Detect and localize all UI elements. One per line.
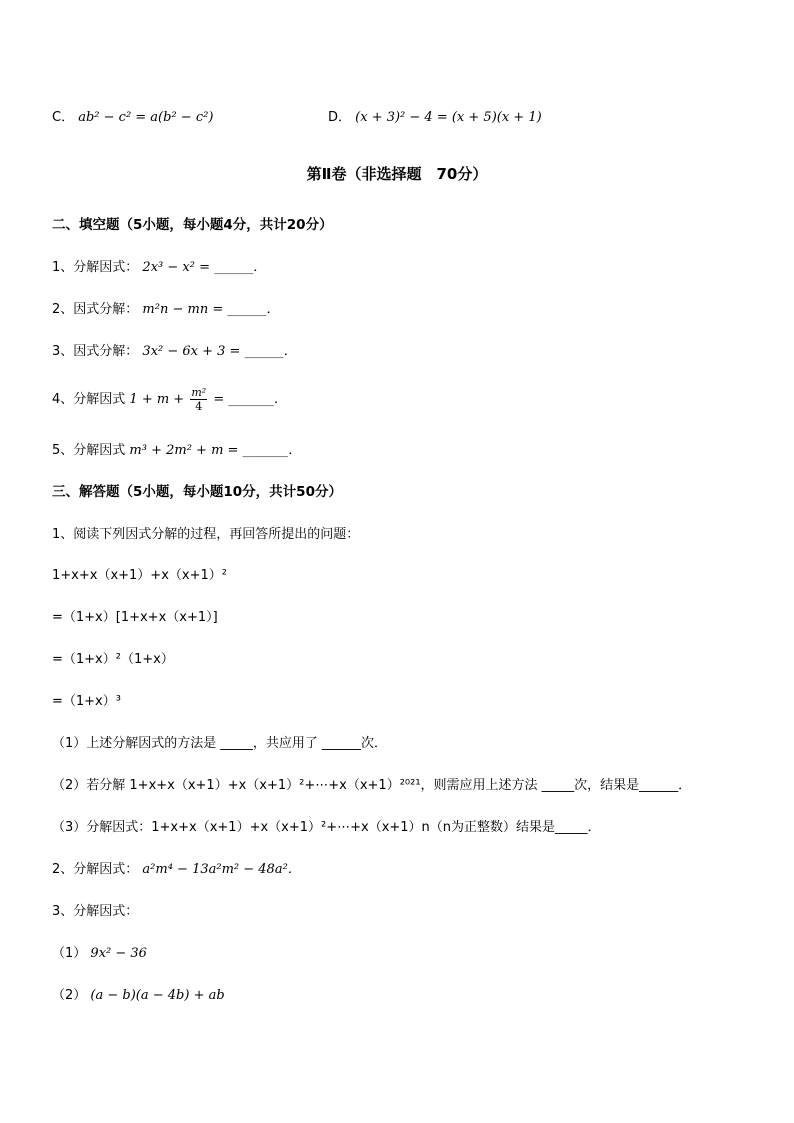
fill-question-5 xyxy=(52,443,301,459)
option-d-label: D． xyxy=(328,110,352,125)
fill-question-1 xyxy=(52,260,266,276)
question-prefix: 2、分解因式： xyxy=(52,862,139,877)
q1-sub2: （2）若分解 1+x+x（x+1）+x（x+1）²+⋯+x（x+1）²⁰²¹，则需应用上述方法 _____次，结果是______． xyxy=(52,778,692,793)
q1-sub3: （3）分解因式：1+x+x（x+1）+x（x+1）²+⋯+x（x+1）n（n为正整数）结果是_____． xyxy=(52,820,601,835)
q1-intro: 1、阅读下列因式分解的过程，再回答所提出的问题： xyxy=(52,527,360,542)
question-expression: 3x² − 6x + 3 = ______． xyxy=(142,344,297,359)
question-expression: 2x³ − x² = ______． xyxy=(142,260,267,275)
option-c-expression: ab² − c² = a(b² − c²) xyxy=(78,110,214,125)
q2 xyxy=(52,862,301,878)
question-prefix: 5、分解因式 xyxy=(52,443,126,458)
part-expression: 9x² − 36 xyxy=(90,946,147,961)
fill-question-4 xyxy=(52,384,287,416)
q1-step-4: =（1+x）³ xyxy=(52,694,121,709)
fill-question-2 xyxy=(52,302,279,318)
question-prefix: 4、分解因式 xyxy=(52,392,126,407)
q1-step-1: 1+x+x（x+1）+x（x+1）² xyxy=(52,568,227,583)
part-title: 第Ⅱ卷（非选择题 70分） xyxy=(306,165,488,183)
fraction-denominator: 4 xyxy=(195,400,203,413)
fraction-numerator: m² xyxy=(191,386,207,399)
section3-heading: 三、解答题（5小题，每小题10分，共计50分） xyxy=(52,484,342,500)
fraction xyxy=(190,386,207,413)
question-expression-after: = _______． xyxy=(213,392,287,407)
part-label: （2） xyxy=(52,988,87,1003)
section2-heading: 二、填空题（5小题，每小题4分，共计20分） xyxy=(52,217,333,233)
q3-intro: 3、分解因式： xyxy=(52,904,139,919)
question-prefix: 2、因式分解： xyxy=(52,302,139,317)
q3-part-1 xyxy=(52,946,147,962)
q1-step-2: =（1+x）[1+x+x（x+1）] xyxy=(52,610,218,625)
option-c xyxy=(52,110,213,126)
option-c-label: C． xyxy=(52,110,75,125)
q1-step-3: =（1+x）²（1+x） xyxy=(52,652,174,667)
question-expression-before: 1 + m + xyxy=(129,392,185,407)
question-expression: m²n − mn = ______． xyxy=(142,302,280,317)
part-label: （1） xyxy=(52,946,87,961)
question-prefix: 3、因式分解： xyxy=(52,344,139,359)
fill-question-3 xyxy=(52,344,297,360)
option-d xyxy=(328,110,542,126)
q1-sub1: （1）上述分解因式的方法是 _____，共应用了 ______次． xyxy=(52,736,388,751)
question-prefix: 1、分解因式： xyxy=(52,260,139,275)
option-d-expression: (x + 3)² − 4 = (x + 5)(x + 1) xyxy=(355,110,542,125)
part-expression: (a − b)(a − 4b) + ab xyxy=(90,988,225,1003)
q3-part-2 xyxy=(52,988,225,1004)
question-expression: a²m⁴ − 13a²m² − 48a²． xyxy=(142,862,301,877)
question-expression: m³ + 2m² + m = _______． xyxy=(129,443,302,458)
